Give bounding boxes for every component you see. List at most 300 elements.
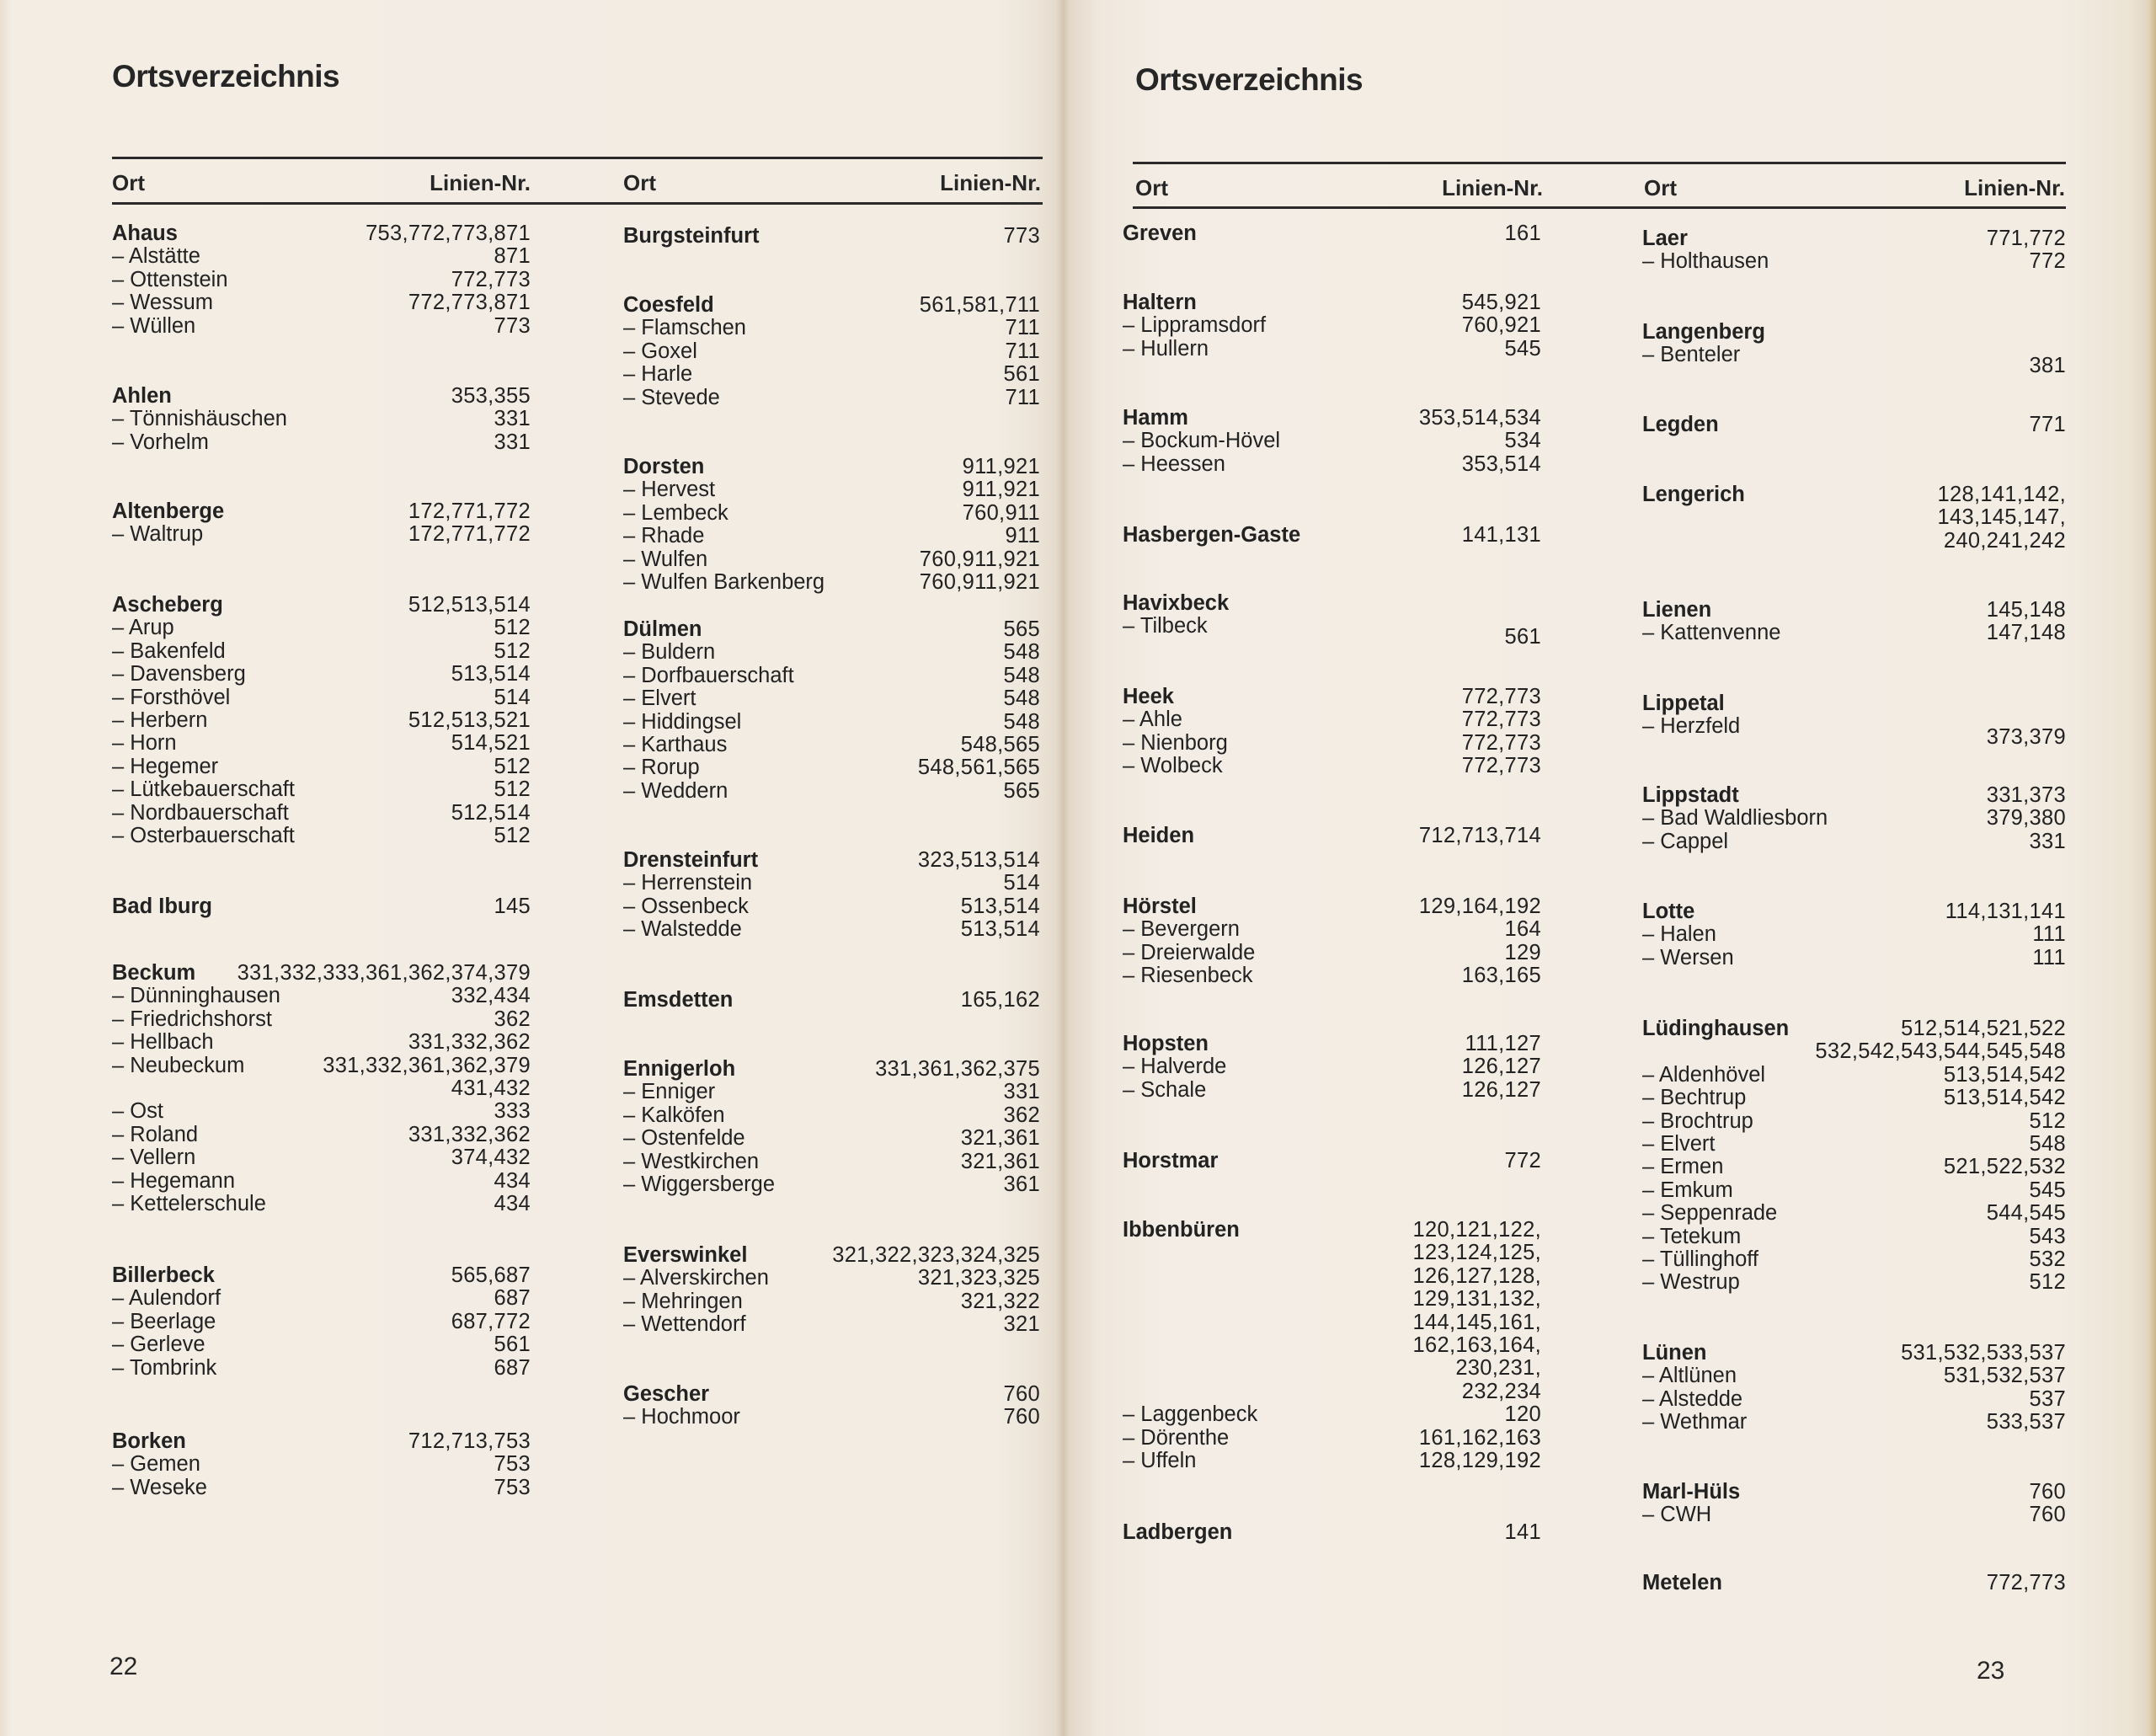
subplace-name: – Hellbach xyxy=(112,1031,214,1054)
subplace-row xyxy=(1642,1504,2066,1526)
subplace-name: – Wettendorf xyxy=(623,1313,746,1336)
line-numbers: 533,537 xyxy=(1986,1410,2066,1434)
line-numbers: 772,773,871 xyxy=(408,291,531,315)
line-numbers: 141,131 xyxy=(1461,523,1541,547)
line-numbers: 561 xyxy=(1504,625,1541,649)
line-numbers: 331,332,333,361,362,374,379 xyxy=(237,961,531,985)
place-name: Lünen xyxy=(1642,1341,1707,1365)
line-numbers: 687,772 xyxy=(451,1309,531,1333)
subplace-row xyxy=(112,1055,531,1077)
line-numbers: 145,148 xyxy=(1986,598,2066,622)
line-numbers: 711 xyxy=(1005,316,1040,340)
subplace-row xyxy=(1123,732,1541,755)
place-name: Langenberg xyxy=(1642,320,1765,344)
line-numbers: 565 xyxy=(1003,778,1040,803)
line-numbers: 333 xyxy=(494,1099,531,1124)
subplace-row xyxy=(112,985,531,1007)
subplace-row xyxy=(112,1193,531,1215)
place-group xyxy=(1642,320,2066,378)
place-name: Dorsten xyxy=(623,455,705,478)
subplace-name: – Wessum xyxy=(112,291,213,314)
line-numbers: 512,514,521,522 xyxy=(1901,1017,2066,1040)
place-row xyxy=(112,1264,531,1287)
place-group xyxy=(1123,1033,1541,1102)
place-group xyxy=(1642,692,2066,750)
line-numbers: 687 xyxy=(494,1286,531,1311)
place-row xyxy=(1123,407,1541,430)
line-numbers: 532 xyxy=(2029,1247,2066,1271)
place-group xyxy=(112,222,531,338)
place-row xyxy=(623,989,1040,1012)
subplace-name: – Herrenstein xyxy=(623,872,752,895)
place-row xyxy=(1123,1357,1541,1380)
place-group xyxy=(1642,1481,2066,1527)
line-numbers: 512 xyxy=(494,616,531,640)
place-group xyxy=(112,500,531,547)
subplace-name: – Hullern xyxy=(1123,338,1209,361)
page-title: Ortsverzeichnis xyxy=(112,59,340,93)
place-name: Haltern xyxy=(1123,291,1197,314)
line-numbers: 161 xyxy=(1504,222,1541,245)
place-group xyxy=(112,895,531,918)
subplace-name: – Hochmoor xyxy=(623,1406,740,1429)
subplace-row xyxy=(1123,942,1541,964)
header-rule-top xyxy=(1133,162,2066,164)
subplace-name: – Elvert xyxy=(1642,1133,1715,1156)
place-row xyxy=(1642,483,2066,506)
subplace-name: – Wethmar xyxy=(1642,1411,1747,1434)
line-numbers: 513,514,542 xyxy=(1943,1086,2066,1110)
line-numbers: 543 xyxy=(2029,1224,2066,1248)
place-group xyxy=(623,294,1040,409)
line-numbers: 331,373 xyxy=(1986,783,2066,807)
place-name: Gescher xyxy=(623,1382,710,1406)
place-row xyxy=(1123,524,1541,547)
place-group xyxy=(1642,1342,2066,1434)
subplace-name: – Friedrichshorst xyxy=(112,1008,272,1031)
subplace-row xyxy=(112,291,531,314)
line-numbers: 548 xyxy=(1003,663,1040,687)
page-right xyxy=(1063,0,2156,1736)
line-numbers: 381 xyxy=(2029,354,2066,378)
subplace-name: – Lippramsdorf xyxy=(1123,314,1266,337)
place-name: Lippstadt xyxy=(1642,783,1739,807)
line-numbers: 129,164,192 xyxy=(1418,895,1541,918)
place-name: Ahaus xyxy=(112,222,178,245)
place-group xyxy=(1123,407,1541,476)
subplace-name: – Osterbauerschaft xyxy=(112,825,295,847)
subplace-row xyxy=(1123,314,1541,337)
place-row xyxy=(1642,1040,2066,1063)
subplace-name: – Roland xyxy=(112,1124,198,1146)
place-name: Lengerich xyxy=(1642,483,1745,506)
place-name: Dülmen xyxy=(623,617,702,641)
subplace-name: – Hervest xyxy=(623,478,715,501)
subplace-name: – Wulfen xyxy=(623,548,707,571)
header-rule-bottom xyxy=(1133,206,2066,209)
subplace-row xyxy=(112,408,531,430)
subplace-name: – Vellern xyxy=(112,1146,195,1169)
place-name: Laer xyxy=(1642,227,1688,250)
place-name: Hopsten xyxy=(1123,1032,1209,1055)
line-numbers: 321 xyxy=(1003,1312,1040,1337)
subplace-name: – Bakenfeld xyxy=(112,640,226,663)
line-numbers: 772,773 xyxy=(1986,1571,2066,1594)
subplace-name: – Brochtrup xyxy=(1642,1110,1753,1133)
subplace-row xyxy=(1642,1365,2066,1387)
line-numbers: 353,355 xyxy=(451,384,531,408)
subplace-row xyxy=(623,1127,1040,1150)
subplace-row xyxy=(1642,250,2066,273)
line-numbers: 331,361,362,375 xyxy=(875,1057,1040,1081)
subplace-name: – Alverskirchen xyxy=(623,1267,769,1290)
place-group xyxy=(1123,1219,1541,1472)
place-row xyxy=(1123,1150,1541,1172)
line-numbers: 771,772 xyxy=(1986,227,2066,250)
subplace-row xyxy=(623,1406,1040,1429)
line-numbers: 512 xyxy=(2029,1270,2066,1295)
line-numbers: 548 xyxy=(1003,640,1040,665)
line-numbers: 561 xyxy=(494,1333,531,1357)
subplace-name: – Mehringen xyxy=(623,1290,743,1313)
line-numbers: 548 xyxy=(1003,686,1040,711)
place-name: Emsdetten xyxy=(623,988,734,1012)
subplace-name: – Schale xyxy=(1123,1079,1206,1102)
place-group xyxy=(1642,784,2066,853)
subplace-name: – Weddern xyxy=(623,780,728,803)
subplace-name: – Bevergern xyxy=(1123,918,1240,941)
subplace-name: – Nienborg xyxy=(1123,732,1228,755)
subplace-name: – Bad Waldliesborn xyxy=(1642,807,1828,830)
line-numbers: 331,332,362 xyxy=(408,1122,531,1146)
place-row xyxy=(1642,900,2066,923)
line-numbers: 548,561,565 xyxy=(917,756,1040,780)
line-numbers: 165,162 xyxy=(960,988,1040,1012)
line-numbers: 753 xyxy=(494,1452,531,1477)
place-group xyxy=(623,989,1040,1012)
place-group xyxy=(1123,686,1541,778)
place-row xyxy=(1123,895,1541,918)
subplace-row xyxy=(1642,622,2066,644)
line-numbers: 712,713,714 xyxy=(1418,824,1541,847)
subplace-row xyxy=(623,1173,1040,1196)
place-name: Ibbenbüren xyxy=(1123,1218,1240,1242)
subplace-name: – Kattenvenne xyxy=(1642,622,1780,644)
line-numbers: 111 xyxy=(2032,945,2066,969)
line-numbers: 331 xyxy=(494,407,531,431)
subplace-name: – Aldenhövel xyxy=(1642,1064,1765,1087)
subplace-name: – Ermen xyxy=(1642,1156,1723,1178)
subplace-name: – Forsthövel xyxy=(112,686,230,709)
subplace-row xyxy=(623,571,1040,594)
place-group xyxy=(1123,591,1541,649)
subplace-row xyxy=(1642,1156,2066,1178)
line-numbers: 230,231, xyxy=(1455,1356,1541,1381)
subplace-row xyxy=(112,1031,531,1054)
line-numbers: 532,542,543,544,545,548 xyxy=(1815,1039,2066,1064)
subplace-name: – Lembeck xyxy=(623,502,728,525)
place-group xyxy=(623,618,1040,803)
place-group xyxy=(1642,227,2066,274)
line-numbers: 361 xyxy=(1003,1172,1040,1196)
subplace-row xyxy=(1123,708,1541,731)
place-row xyxy=(1123,1265,1541,1288)
subplace-name: – CWH xyxy=(1642,1504,1711,1526)
line-numbers: 911 xyxy=(1005,524,1040,548)
subplace-name: – Hegemer xyxy=(112,756,218,778)
subplace-name: – Karthaus xyxy=(623,734,727,756)
subplace-row xyxy=(623,363,1040,386)
line-numbers: 331 xyxy=(1003,1080,1040,1104)
subplace-row xyxy=(112,245,531,268)
line-numbers: 353,514,534 xyxy=(1418,406,1541,430)
place-name: Lüdinghausen xyxy=(1642,1017,1790,1040)
subplace-row xyxy=(1123,1403,1541,1426)
line-numbers: 128,141,142, xyxy=(1937,483,2066,506)
line-numbers: 434 xyxy=(494,1168,531,1193)
line-numbers: 760 xyxy=(2029,1503,2066,1527)
subplace-row xyxy=(623,387,1040,409)
line-numbers: 331,332,361,362,379 xyxy=(323,1053,531,1077)
place-row xyxy=(1123,1219,1541,1242)
subplace-row xyxy=(1123,453,1541,476)
place-group xyxy=(623,225,1040,248)
place-row xyxy=(1642,321,2066,344)
subplace-row xyxy=(1642,1411,2066,1434)
line-numbers: 531,532,537 xyxy=(1943,1364,2066,1388)
subplace-row xyxy=(1642,1064,2066,1087)
line-numbers: 544,545 xyxy=(1986,1201,2066,1226)
place-row xyxy=(112,962,531,985)
subplace-name: – Walstedde xyxy=(623,918,742,941)
line-numbers: 760,921 xyxy=(1461,313,1541,338)
subplace-name: – Beerlage xyxy=(112,1311,216,1333)
subplace-row xyxy=(623,1290,1040,1313)
line-numbers: 240,241,242 xyxy=(1943,528,2066,553)
place-group xyxy=(1123,1521,1541,1544)
subplace-name: – Ostenfelde xyxy=(623,1127,745,1150)
subplace-name: – Gemen xyxy=(112,1453,200,1476)
subplace-row xyxy=(1123,755,1541,777)
line-numbers: 711 xyxy=(1005,339,1040,363)
line-numbers: 321,323,325 xyxy=(917,1266,1040,1290)
line-numbers: 911,921 xyxy=(962,455,1040,478)
place-row xyxy=(112,895,531,918)
place-row xyxy=(1123,1311,1541,1334)
line-numbers: 163,165 xyxy=(1461,964,1541,988)
place-row xyxy=(1123,1521,1541,1544)
subplace-name: – Harle xyxy=(623,363,692,386)
subplace-row xyxy=(112,523,531,546)
place-name: Bad Iburg xyxy=(112,895,212,918)
place-group xyxy=(1642,414,2066,436)
place-row xyxy=(1123,825,1541,847)
subplace-row xyxy=(623,918,1040,941)
subplace-row xyxy=(623,1081,1040,1103)
subplace-row xyxy=(1642,1133,2066,1156)
line-numbers: 111 xyxy=(2032,922,2066,947)
subplace-row xyxy=(623,756,1040,779)
place-name: Altenberge xyxy=(112,499,225,523)
line-numbers: 548,565 xyxy=(960,732,1040,756)
place-row xyxy=(112,222,531,245)
line-numbers: 545 xyxy=(2029,1178,2066,1202)
place-name: Lippetal xyxy=(1642,692,1725,715)
column-header-place: Ort xyxy=(1135,175,1168,200)
line-numbers: 513,514 xyxy=(451,662,531,686)
line-numbers: 114,131,141 xyxy=(1945,900,2066,923)
subplace-row xyxy=(623,502,1040,525)
place-name: Lienen xyxy=(1642,598,1712,622)
subplace-name: – Tetekum xyxy=(1642,1226,1741,1248)
subplace-row xyxy=(112,617,531,639)
subplace-name: – Neubeckum xyxy=(112,1055,244,1077)
line-numbers: 760 xyxy=(1003,1382,1040,1406)
line-numbers: 712,713,753 xyxy=(408,1429,531,1453)
line-numbers: 514 xyxy=(494,685,531,709)
subplace-name: – Gerleve xyxy=(112,1333,205,1356)
line-numbers: 760,911,921 xyxy=(919,547,1040,571)
subplace-row xyxy=(112,1100,531,1123)
subplace-name: – Hegemann xyxy=(112,1170,235,1193)
line-numbers: 772,773 xyxy=(1461,754,1541,778)
subplace-name: – Ottenstein xyxy=(112,269,228,291)
subplace-name: – Hiddingsel xyxy=(623,711,741,734)
place-row xyxy=(1642,1018,2066,1040)
subplace-row xyxy=(623,1267,1040,1290)
line-numbers: 123,124,125, xyxy=(1412,1241,1541,1265)
subplace-row xyxy=(1642,1110,2066,1133)
subplace-row xyxy=(623,734,1040,756)
subplace-row xyxy=(1642,1388,2066,1411)
subplace-name: – Dreierwalde xyxy=(1123,942,1255,964)
subplace-row xyxy=(623,872,1040,895)
subplace-name: – Stevede xyxy=(623,387,720,409)
place-group xyxy=(1642,483,2066,553)
subplace-name: – Kettelerschule xyxy=(112,1193,266,1215)
place-name: Hamm xyxy=(1123,406,1188,430)
subplace-row xyxy=(112,315,531,338)
subplace-name: – Lütkebauerschaft xyxy=(112,778,295,801)
place-row xyxy=(1642,1572,2066,1594)
subplace-name: – Ost xyxy=(112,1100,163,1123)
place-name: Greven xyxy=(1123,222,1197,245)
line-numbers: 561 xyxy=(1003,362,1040,387)
subplace-row xyxy=(623,641,1040,664)
line-numbers: 773 xyxy=(494,313,531,338)
column-header-lines: Linien-Nr. xyxy=(1442,175,1543,200)
place-name: Metelen xyxy=(1642,1571,1722,1594)
subplace-row xyxy=(112,1477,531,1499)
line-numbers: 164 xyxy=(1504,917,1541,942)
subplace-name: – Emkum xyxy=(1642,1179,1733,1202)
subplace-name: – Kalköfen xyxy=(623,1104,725,1127)
line-numbers: 321,322,323,324,325 xyxy=(832,1243,1040,1267)
subplace-name: – Enniger xyxy=(623,1081,715,1103)
subplace-row xyxy=(112,1146,531,1169)
subplace-name: – Goxel xyxy=(623,340,697,363)
line-numbers: 513,514 xyxy=(960,917,1040,942)
subplace-row xyxy=(623,1104,1040,1127)
page-number: 23 xyxy=(1977,1657,2005,1685)
line-numbers: 321,361 xyxy=(960,1149,1040,1173)
line-numbers: 379,380 xyxy=(1986,806,2066,831)
subplace-row xyxy=(1642,714,2066,750)
line-numbers: 331 xyxy=(2029,829,2066,853)
line-numbers: 545 xyxy=(1504,336,1541,361)
line-numbers: 512 xyxy=(2029,1108,2066,1133)
line-numbers: 331,332,362 xyxy=(408,1030,531,1055)
line-numbers: 772,773 xyxy=(451,267,531,291)
place-group xyxy=(1123,895,1541,988)
line-numbers: 374,432 xyxy=(451,1146,531,1170)
line-numbers: 561,581,711 xyxy=(919,293,1040,317)
place-row xyxy=(623,225,1040,248)
subplace-row xyxy=(112,663,531,686)
subplace-name: – Cappel xyxy=(1642,831,1728,853)
place-name: Beckum xyxy=(112,961,196,985)
line-numbers: 512,514 xyxy=(451,800,531,825)
place-name: Marl-Hüls xyxy=(1642,1480,1741,1504)
place-group xyxy=(1642,1018,2066,1295)
subplace-name: – Wiggersberge xyxy=(623,1173,775,1196)
line-numbers: 332,434 xyxy=(451,984,531,1008)
place-name: Ennigerloh xyxy=(623,1057,736,1081)
place-name: Heek xyxy=(1123,685,1174,708)
place-name: Everswinkel xyxy=(623,1243,748,1267)
subplace-row xyxy=(1123,614,1541,649)
subplace-name: – Rhade xyxy=(623,525,704,548)
line-numbers: 172,771,772 xyxy=(408,499,531,523)
subplace-name: – Weseke xyxy=(112,1477,207,1499)
place-group xyxy=(623,456,1040,594)
subplace-row xyxy=(623,1151,1040,1173)
line-numbers: 353,514 xyxy=(1461,451,1541,476)
subplace-name: – Elvert xyxy=(623,687,696,710)
subplace-name: – Alstedde xyxy=(1642,1388,1742,1411)
book-edge xyxy=(2148,0,2156,1736)
subplace-name: – Halen xyxy=(1642,923,1716,946)
subplace-name: – Ahle xyxy=(1123,708,1182,731)
subplace-row xyxy=(623,1313,1040,1336)
place-name: Horstmar xyxy=(1123,1149,1219,1172)
place-group xyxy=(1642,599,2066,645)
subplace-name: – Tönnishäuschen xyxy=(112,408,287,430)
subplace-row xyxy=(112,1453,531,1476)
subplace-row xyxy=(1642,923,2066,946)
place-group xyxy=(112,1430,531,1499)
subplace-row xyxy=(1123,1079,1541,1102)
header-rule-top xyxy=(112,157,1043,159)
subplace-row xyxy=(112,732,531,755)
line-numbers: 111,127 xyxy=(1465,1032,1541,1055)
place-group xyxy=(623,1383,1040,1429)
place-group xyxy=(1123,291,1541,361)
subplace-row xyxy=(112,269,531,291)
line-numbers: 772,773 xyxy=(1461,708,1541,732)
line-numbers: 161,162,163 xyxy=(1418,1425,1541,1450)
place-name: Hasbergen-Gaste xyxy=(1123,523,1301,547)
line-numbers: 120,121,122, xyxy=(1412,1218,1541,1242)
subplace-name: – Uffeln xyxy=(1123,1450,1196,1472)
line-numbers: 128,129,192 xyxy=(1418,1448,1541,1472)
subplace-row xyxy=(1123,964,1541,987)
place-name: Coesfeld xyxy=(623,293,714,317)
subplace-row xyxy=(112,778,531,801)
subplace-row xyxy=(112,802,531,825)
place-row xyxy=(112,500,531,523)
subplace-row xyxy=(1642,1087,2066,1109)
